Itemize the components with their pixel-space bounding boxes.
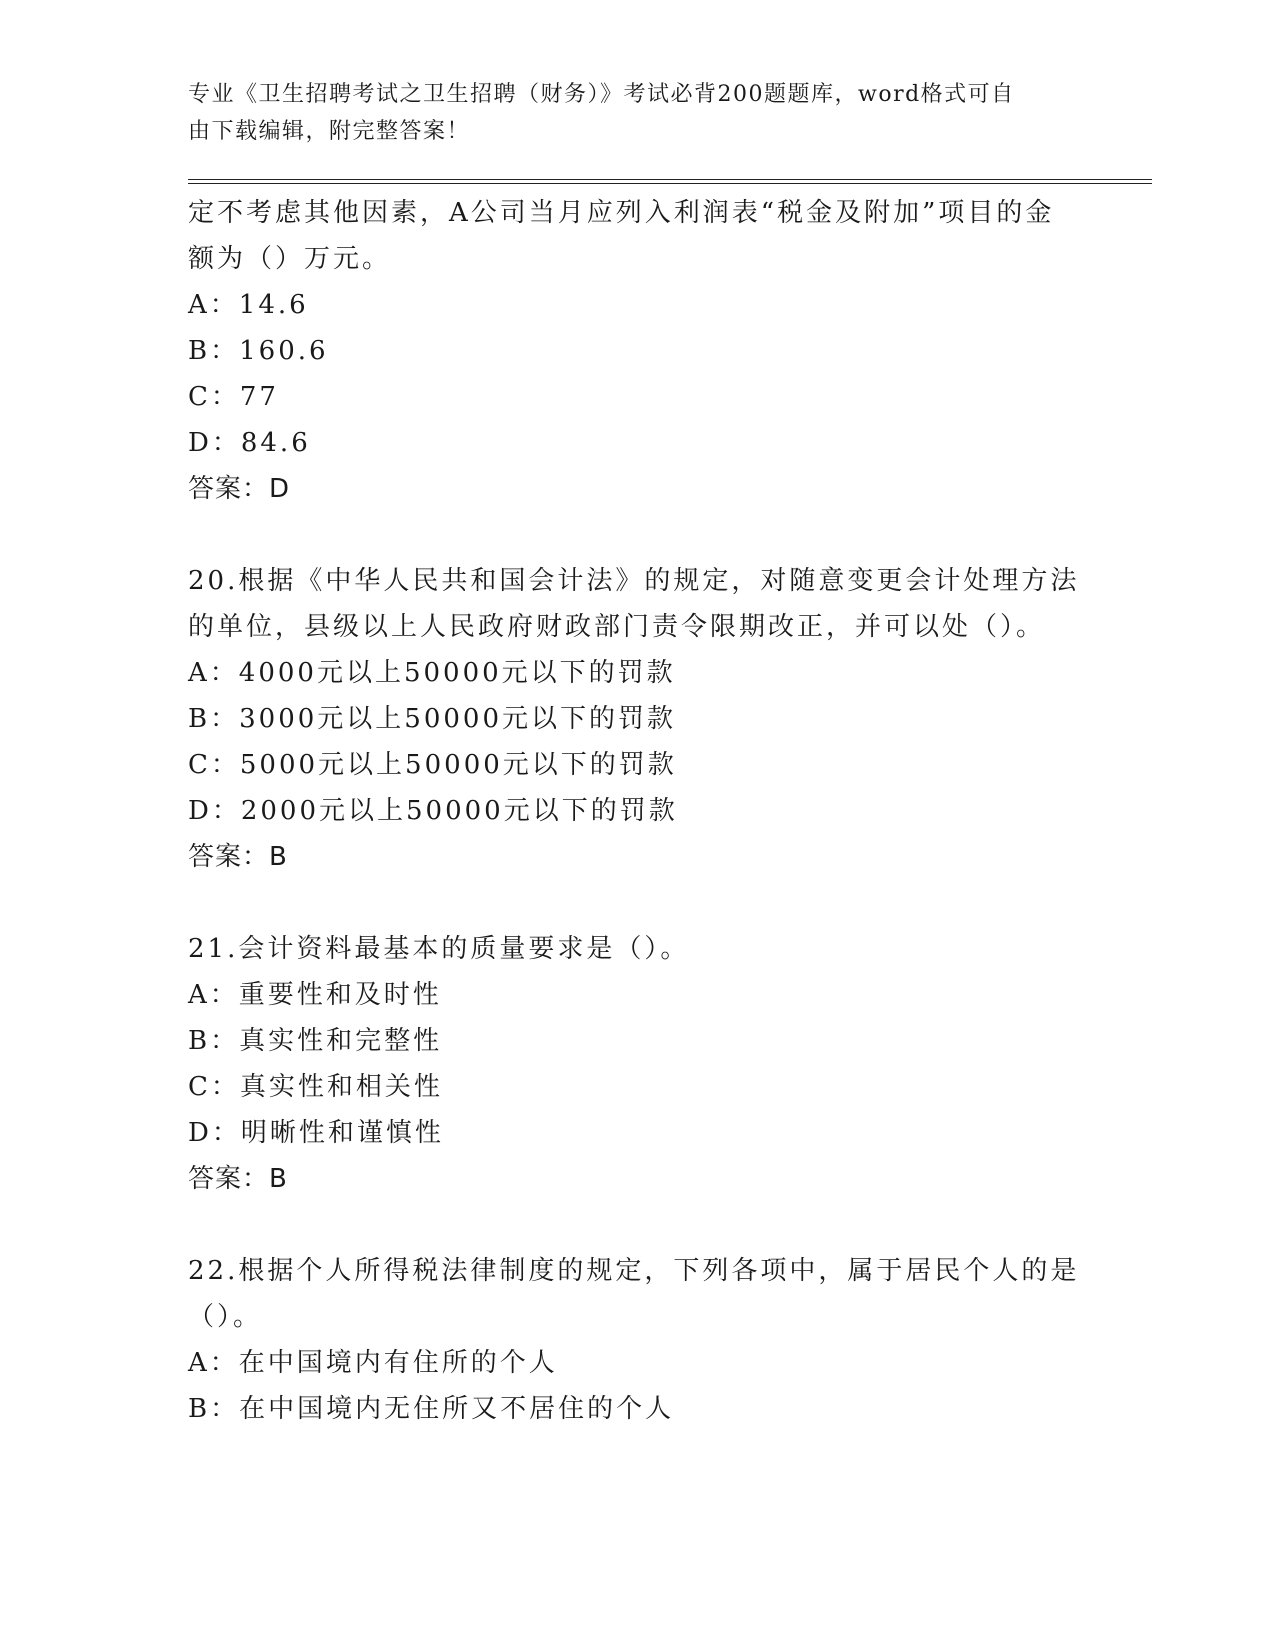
question-19-continued — [188, 190, 1088, 512]
option-b: B：真实性和完整性 — [188, 1026, 443, 1056]
option-c: C：真实性和相关性 — [188, 1072, 443, 1102]
header-line-2: 由下载编辑，附完整答案！ — [188, 119, 471, 144]
question-text-line: 20.根据《中华人民共和国会计法》的规定，对随意变更会计处理方法 — [188, 566, 1080, 596]
option-b: B：3000元以上50000元以下的罚款 — [188, 704, 676, 734]
answer-label: 答案：D — [188, 474, 291, 504]
answer-label: 答案：B — [188, 1164, 288, 1194]
question-spacer — [188, 880, 1088, 926]
question-21 — [188, 926, 1088, 1202]
option-c: C：77 — [188, 382, 279, 412]
option-d: D：84.6 — [188, 428, 311, 458]
question-text-line: 定不考虑其他因素，A公司当月应列入利润表“税金及附加”项目的金 — [188, 198, 1055, 228]
option-a: A：在中国境内有住所的个人 — [188, 1348, 558, 1378]
question-text-line: 21.会计资料最基本的质量要求是（）。 — [188, 934, 690, 964]
question-list — [188, 190, 1088, 1432]
option-b: B：在中国境内无住所又不居住的个人 — [188, 1394, 675, 1424]
header-divider-bottom — [188, 183, 1152, 184]
header-divider-top — [188, 179, 1152, 180]
option-c: C：5000元以上50000元以下的罚款 — [188, 750, 677, 780]
document-header — [188, 76, 1088, 150]
option-a: A：重要性和及时性 — [188, 980, 442, 1010]
option-a: A：14.6 — [188, 290, 309, 320]
option-d: D：2000元以上50000元以下的罚款 — [188, 796, 678, 826]
question-20 — [188, 558, 1088, 880]
question-text-line: （）。 — [188, 1302, 263, 1332]
question-spacer — [188, 512, 1088, 558]
question-text-line: 的单位，县级以上人民政府财政部门责令限期改正，并可以处（）。 — [188, 612, 1046, 642]
answer-label: 答案：B — [188, 842, 288, 872]
question-22 — [188, 1248, 1088, 1432]
question-spacer — [188, 1202, 1088, 1248]
option-d: D：明晰性和谨慎性 — [188, 1118, 444, 1148]
option-b: B：160.6 — [188, 336, 329, 366]
question-text-line: 22.根据个人所得税法律制度的规定，下列各项中，属于居民个人的是 — [188, 1256, 1080, 1286]
header-line-1: 专业《卫生招聘考试之卫生招聘（财务）》考试必背200题题库，word格式可自 — [188, 82, 1015, 107]
question-text-line: 额为（）万元。 — [188, 244, 392, 274]
option-a: A：4000元以上50000元以下的罚款 — [188, 658, 676, 688]
